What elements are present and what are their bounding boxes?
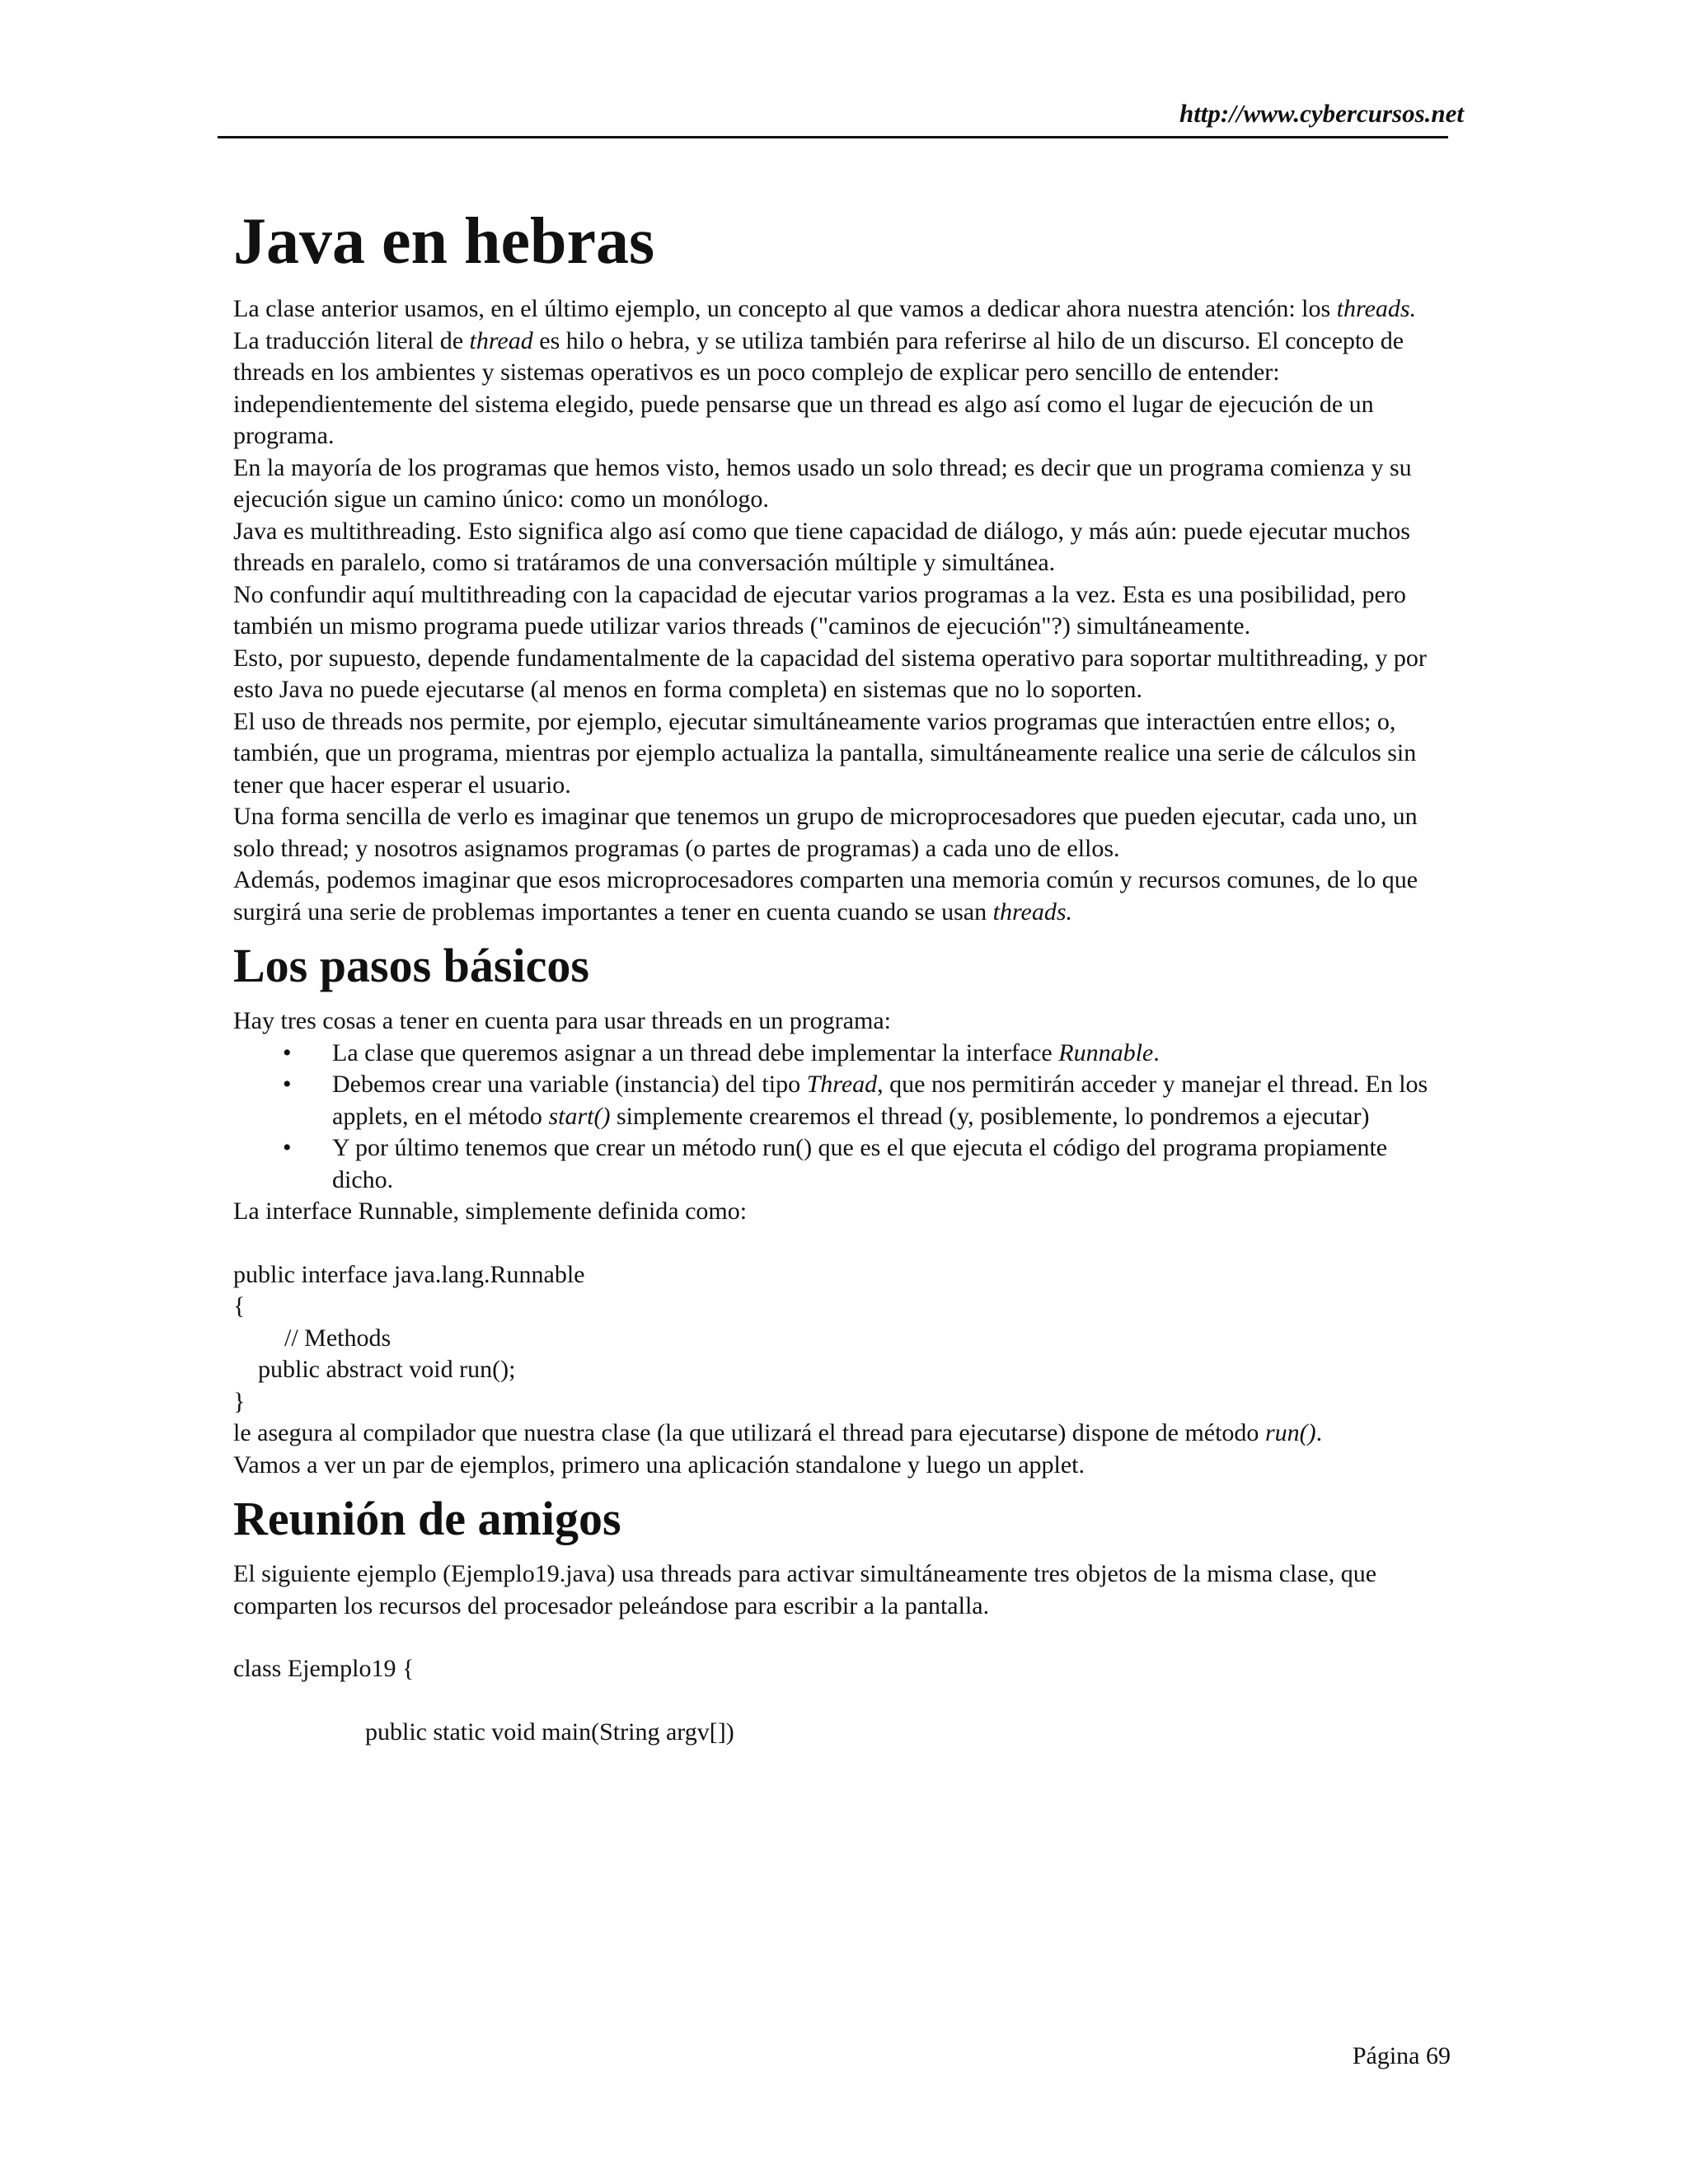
spacer — [233, 1622, 1453, 1653]
section2-after-code — [233, 1418, 1453, 1450]
steps-list — [233, 1038, 1453, 1197]
code-line: public static void main(String argv[]) — [365, 1718, 734, 1746]
text-run: . — [1315, 1419, 1323, 1446]
list-item — [283, 1132, 1453, 1196]
intro-paragraph-5: No confundir aquí multithreading con la capacidad de ejecutar varios programas a la vez. Esta es una posibilidad, pero también un mismo programa puede utilizar varios threads ("caminos de ejecución"?) simultáneamente. — [233, 580, 1406, 640]
emphasis-text: thread — [469, 326, 533, 354]
text-run: Debemos crear una variable (instancia) del tipo — [332, 1071, 807, 1098]
spacer — [233, 1685, 1453, 1717]
spacer — [233, 1228, 1453, 1259]
intro-paragraph-7: El uso de threads nos permite, por ejemplo, ejecutar simultáneamente varios programas que interactúen entre ellos; o, también, que un programa, mientras por ejemplo actualiza la pantalla, simultáneamente realice una serie de cálculos sin tener que hacer esperar el usuario. — [233, 707, 1417, 799]
text-run: . — [1153, 1038, 1160, 1066]
intro-paragraph-8: Una forma sencilla de verlo es imaginar que tenemos un grupo de microprocesadores que pueden ejecutar, cada uno, un solo thread; y nosotros asignamos programas (o partes de programas) a cada uno de ellos. — [233, 803, 1418, 862]
emphasis-text: Thread — [806, 1071, 878, 1098]
bullet-icon: • — [283, 1134, 292, 1161]
code-line: } — [233, 1387, 246, 1415]
emphasis-text: run() — [1264, 1419, 1316, 1446]
code-line: public interface java.lang.Runnable — [233, 1260, 585, 1288]
bullet-icon: • — [283, 1071, 292, 1098]
intro-paragraph-9 — [233, 865, 1453, 928]
intro-paragraph-6: Esto, por supuesto, depende fundamentalmente de la capacidad del sistema operativo para soportar multithreading, y por esto Java no puede ejecutarse (al menos en forma completa) en sistemas que no lo soporten. — [233, 644, 1427, 703]
text-run: es hilo o hebra, y se utiliza también para referirse al hilo de un discurso. El concepto de threads en los ambientes y sistemas operativos es un poco complejo de explicar pero sencillo de entender: independientemente del sistema elegido, puede pensarse que un thread es algo así como el lugar de ejecución de un programa. — [233, 326, 1404, 449]
code-line: { — [233, 1292, 246, 1319]
emphasis-text: Runnable — [1058, 1038, 1154, 1066]
emphasis-text: threads. — [992, 898, 1072, 926]
section2-closing: Vamos a ver un par de ejemplos, primero una aplicación standalone y luego un applet. — [233, 1451, 1085, 1479]
intro-paragraph-4: Java es multithreading. Esto significa algo así como que tiene capacidad de diálogo, y más aún: puede ejecutar muchos threads en paralelo, como si tratáramos de una conversación múltiple y simultánea. — [233, 517, 1410, 576]
list-item — [283, 1038, 1453, 1070]
section2-lead: Hay tres cosas a tener en cuenta para usar threads en un programa: — [233, 1007, 891, 1034]
intro-paragraph-1 — [233, 293, 1453, 326]
page-content — [233, 204, 1453, 1748]
page-title: Java en hebras — [233, 205, 655, 278]
section-heading-reunion: Reunión de amigos — [233, 1492, 621, 1545]
text-run: le asegura al compilador que nuestra clase (la que utilizará el thread para ejecutarse) dispone de método — [233, 1419, 1265, 1446]
list-item — [283, 1069, 1453, 1132]
intro-paragraph-3: En la mayoría de los programas que hemos visto, hemos usado un solo thread; es decir que un programa comienza y su ejecución sigue un camino único: como un monólogo. — [233, 453, 1412, 513]
bullet-icon: • — [283, 1038, 292, 1066]
section-heading-pasos: Los pasos básicos — [233, 939, 589, 992]
text-run: La clase anterior usamos, en el último ejemplo, un concepto al que vamos a dedicar ahora nuestra atención: los — [233, 295, 1337, 322]
code-line: // Methods — [284, 1324, 392, 1352]
intro-paragraph-2 — [233, 326, 1453, 452]
text-run: La clase que queremos asignar a un thread debe implementar la interface — [332, 1038, 1059, 1066]
emphasis-text: start() — [548, 1102, 611, 1130]
section2-after-list: La interface Runnable, simplemente definida como: — [233, 1197, 748, 1225]
section3-paragraph: El siguiente ejemplo (Ejemplo19.java) usa threads para activar simultáneamente tres objetos de la misma clase, que comparten los recursos del procesador peleándose para escribir a la pantalla. — [233, 1560, 1377, 1619]
header-divider — [218, 136, 1448, 138]
text-run: La traducción literal de — [233, 326, 470, 354]
text-run: simplemente crearemos el thread (y, posiblemente, lo pondremos a ejecutar) — [610, 1102, 1370, 1130]
header-url[interactable]: http://www.cybercursos.net — [1179, 99, 1464, 128]
code-line: public abstract void run(); — [258, 1356, 516, 1383]
code-line: class Ejemplo19 { — [233, 1655, 415, 1682]
text-run: Además, podemos imaginar que esos microprocesadores comparten una memoria común y recursos comunes, de lo que surgirá una serie de problemas importantes a tener en cuenta cuando se usan — [233, 866, 1418, 926]
text-run: Y por último tenemos que crear un método run() que es el que ejecuta el código del programa propiamente dicho. — [332, 1134, 1388, 1193]
emphasis-text: threads. — [1336, 295, 1417, 322]
text-run: , que nos permitirán acceder y manejar el thread. En los applets, en el método — [332, 1071, 1428, 1130]
page-number: Página 69 — [1352, 2042, 1451, 2069]
